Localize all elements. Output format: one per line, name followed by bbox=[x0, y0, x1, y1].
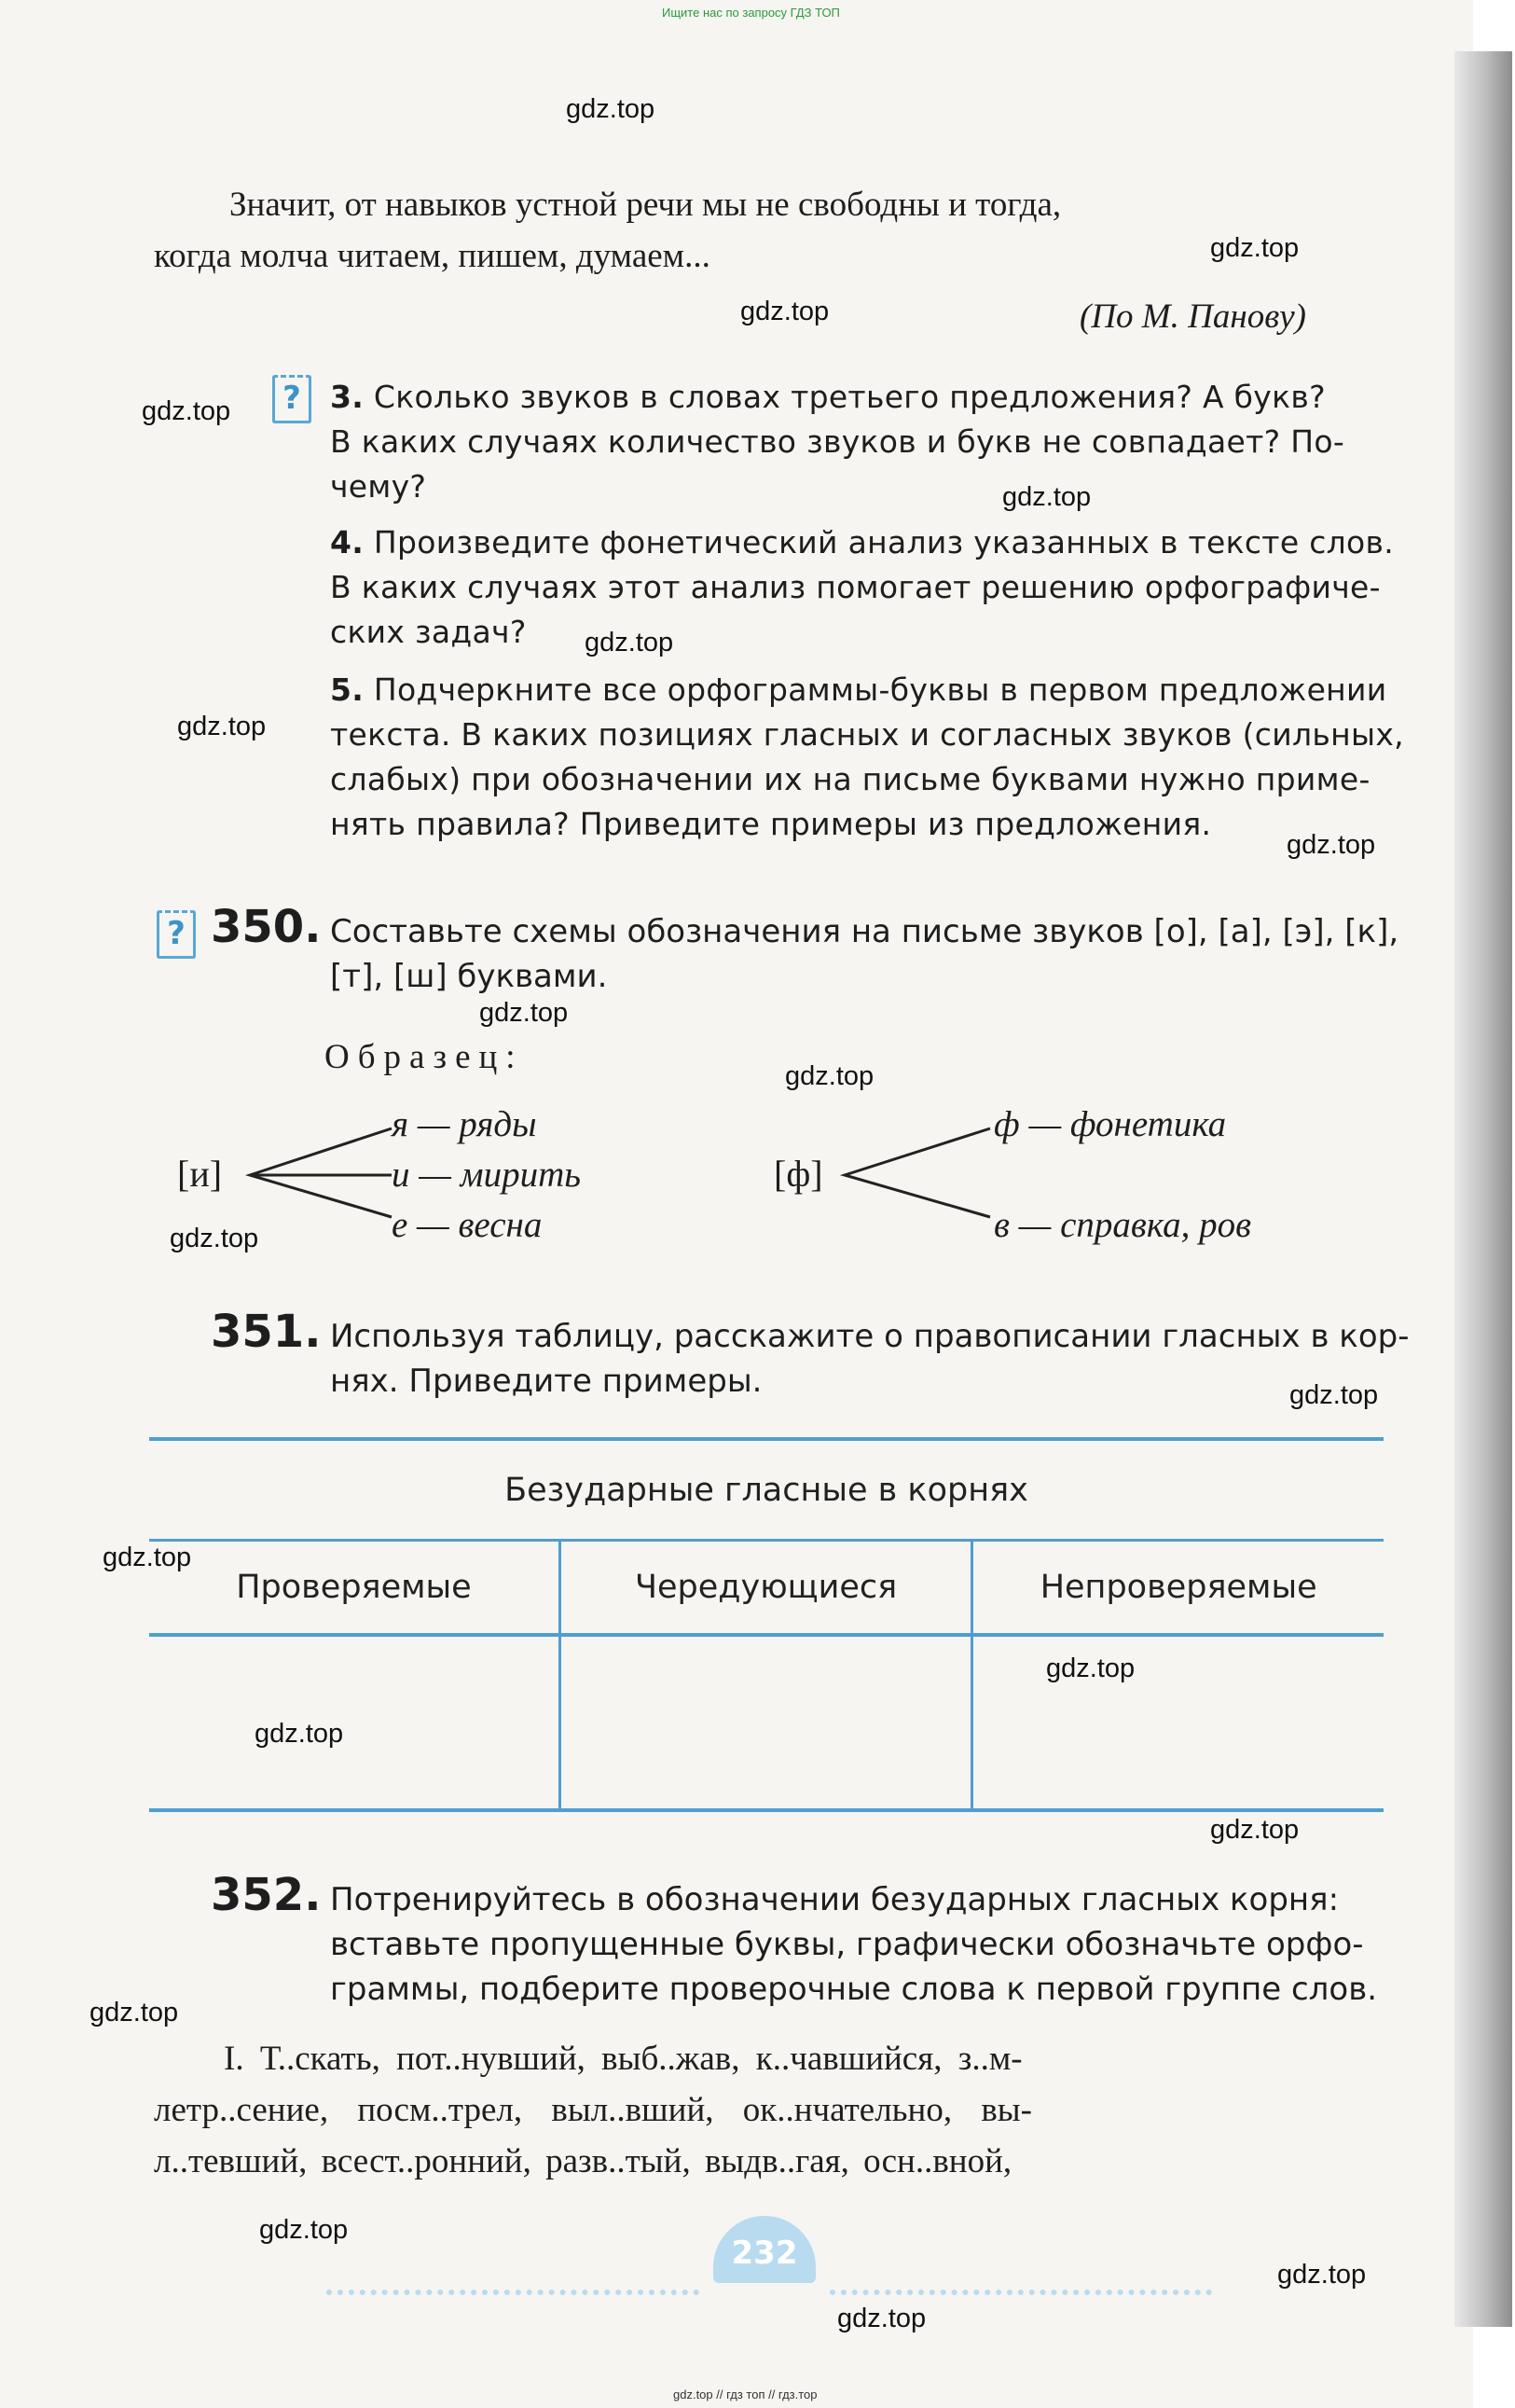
intro-line: Значит, от навыков устной речи мы не свободны и тогда, bbox=[229, 186, 1062, 224]
table-cell bbox=[149, 1635, 559, 1810]
scheme-branch: я — ряды bbox=[392, 1104, 537, 1144]
question-text: В каких случаях количество звуков и букв не совпадает? По- bbox=[330, 423, 1345, 460]
watermark: gdz.top bbox=[837, 2304, 927, 2333]
book-spine-shadow bbox=[1454, 51, 1512, 2327]
question-text: В каких случаях этот анализ помогает решению орфографиче- bbox=[330, 569, 1381, 605]
question-text: Сколько звуков в словах третьего предложения? А букв? bbox=[373, 379, 1326, 415]
watermark: gdz.top bbox=[785, 1061, 875, 1091]
watermark: gdz.top bbox=[585, 628, 674, 657]
exercise-text: Составьте схемы обозначения на письме звуков [о], [а], [э], [к], bbox=[330, 913, 1399, 950]
intro-line: когда молча читаем, пишем, думаем... bbox=[154, 237, 710, 275]
watermark: gdz.top bbox=[142, 396, 231, 426]
watermark: gdz.top bbox=[1210, 233, 1300, 263]
exercise-number: 350. bbox=[211, 901, 322, 953]
watermark: gdz.top bbox=[1289, 1380, 1379, 1410]
branch-arrows bbox=[839, 1119, 993, 1222]
footer-dots bbox=[326, 2290, 699, 2295]
table-header: Проверяемые bbox=[149, 1541, 559, 1636]
watermark: gdz.top bbox=[479, 998, 569, 1028]
exercise-text: нях. Приведите примеры. bbox=[330, 1363, 763, 1400]
question-text: ских задач? bbox=[330, 614, 527, 650]
question-text: нять правила? Приведите примеры из предложения. bbox=[330, 806, 1212, 842]
watermark: gdz.top bbox=[1046, 1654, 1136, 1683]
vowels-table bbox=[149, 1437, 1384, 1812]
exercise-number: 352. bbox=[211, 1869, 322, 1921]
word-list-line: летр..сение, посм..трел, выл..вший, ок..нчательно, вы- bbox=[154, 2091, 1032, 2129]
question-5 bbox=[330, 668, 1387, 713]
question-text: слабых) при обозначении их на письме буквами нужно приме- bbox=[330, 761, 1370, 797]
scheme-branch: ф — фонетика bbox=[994, 1104, 1227, 1144]
question-3 bbox=[330, 375, 1326, 420]
word-list-line: I. Т..скать, пот..нувший, выб..жав, к..чавшийся, з..м- bbox=[224, 2040, 1023, 2078]
exercise-text: граммы, подберите проверочные слова к первой группе слов. bbox=[330, 1971, 1378, 2008]
exercise-text: [т], [ш] буквами. bbox=[330, 958, 608, 995]
table-header: Непроверяемые bbox=[972, 1541, 1384, 1636]
table-header: Чередующиеся bbox=[559, 1541, 971, 1636]
exercise-text: Потренируйтесь в обозначении безударных гласных корня: bbox=[330, 1881, 1340, 1918]
footer-dots bbox=[830, 2290, 1212, 2295]
table-cell bbox=[559, 1635, 971, 1810]
exercise-text: Используя таблицу, расскажите о правописании гласных в кор- bbox=[330, 1318, 1410, 1355]
question-text: текста. В каких позициях гласных и согласных звуков (сильных, bbox=[330, 716, 1404, 753]
sound-transcription: [и] bbox=[177, 1153, 223, 1195]
sample-label: Образец: bbox=[324, 1038, 524, 1076]
question-number: 5. bbox=[330, 671, 365, 708]
question-text: Подчеркните все орфограммы-буквы в первом предложении bbox=[373, 671, 1387, 708]
scheme-branch: е — весна bbox=[392, 1205, 543, 1245]
question-mark-icon: ? bbox=[272, 375, 311, 423]
page-number: 232 bbox=[713, 2216, 816, 2283]
watermark: gdz.top bbox=[1287, 830, 1376, 860]
table-cell bbox=[972, 1635, 1384, 1810]
watermark: gdz.top bbox=[566, 94, 655, 124]
sound-transcription: [ф] bbox=[774, 1153, 823, 1195]
question-number: 3. bbox=[330, 379, 365, 415]
watermark: gdz.top bbox=[1002, 482, 1092, 512]
watermark: gdz.top bbox=[740, 297, 830, 326]
watermark: gdz.top bbox=[259, 2215, 349, 2245]
intro-author: (По М. Панову) bbox=[1080, 298, 1306, 336]
question-number: 4. bbox=[330, 524, 365, 560]
question-4 bbox=[330, 520, 1394, 565]
word-list-line: л..тевший, всест..ронний, разв..тый, выдв..гая, осн..вной, bbox=[154, 2142, 1012, 2180]
watermark: gdz.top bbox=[103, 1543, 192, 1572]
branch-arrows bbox=[244, 1119, 393, 1222]
header-note: Ищите нас по запросу ГДЗ ТОП bbox=[662, 6, 840, 20]
watermark: gdz.top bbox=[255, 1719, 344, 1749]
question-mark-icon: ? bbox=[157, 910, 196, 959]
question-text: Произведите фонетический анализ указанных в тексте слов. bbox=[373, 524, 1395, 560]
watermark: gdz.top bbox=[1210, 1815, 1300, 1845]
scheme-branch: и — мирить bbox=[392, 1155, 581, 1195]
scheme-branch: в — справка, ров bbox=[994, 1205, 1252, 1245]
exercise-text: вставьте пропущенные буквы, графически обозначьте орфо- bbox=[330, 1926, 1364, 1963]
table-title: Безударные гласные в корнях bbox=[149, 1439, 1384, 1541]
question-text: чему? bbox=[330, 468, 427, 505]
watermark: gdz.top bbox=[170, 1224, 259, 1253]
exercise-number: 351. bbox=[211, 1306, 322, 1358]
watermark: gdz.top bbox=[90, 1998, 179, 2027]
footer-note: gdz.top // гдз топ // гдз.тор bbox=[673, 2387, 818, 2401]
watermark: gdz.top bbox=[1277, 2260, 1367, 2290]
watermark: gdz.top bbox=[177, 712, 267, 741]
